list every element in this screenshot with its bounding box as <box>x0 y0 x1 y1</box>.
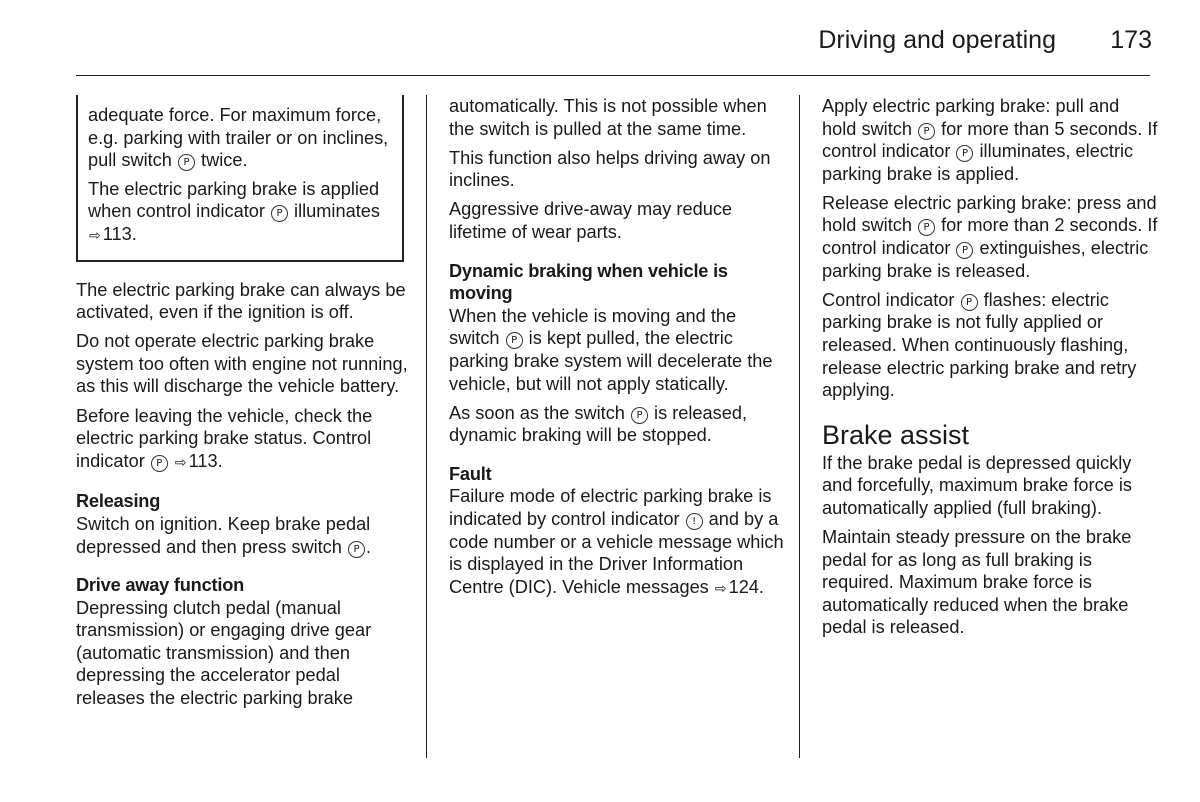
parking-brake-icon: P <box>956 242 973 259</box>
subheading-dynamic-braking: Dynamic braking when vehicle is moving <box>449 260 728 304</box>
paragraph <box>449 485 785 600</box>
text: and by a code number or a vehicle message which is displayed in the Driver Information Centre (DIC). Vehicle messages <box>449 509 784 597</box>
paragraph <box>88 178 390 248</box>
paragraph: This function also helps driving away on inclines. <box>449 147 771 191</box>
text: Apply electric parking brake: pull and hold switch <box>822 96 1120 139</box>
page-header <box>76 24 1152 64</box>
subheading-drive-away: Drive away function <box>76 575 245 596</box>
text: is kept pulled, the electric parking brake system will decelerate the vehicle, but will not apply statically. <box>449 328 773 394</box>
paragraph <box>822 289 1158 402</box>
column-2 <box>449 95 785 607</box>
text: extinguishes, electric parking brake is released. <box>822 238 1149 281</box>
text: for more than 5 seconds. If control indicator <box>822 118 1158 162</box>
page-reference[interactable]: 124. <box>728 576 764 597</box>
parking-brake-icon: P <box>918 123 935 140</box>
paragraph: If the brake pedal is depressed quickly and forcefully, maximum brake force is automatically applied (full braking). <box>822 452 1132 518</box>
paragraph <box>822 192 1158 282</box>
parking-brake-icon: P <box>178 154 195 171</box>
parking-brake-icon: P <box>271 205 288 222</box>
section-title: Driving and operating <box>818 26 1056 54</box>
page-reference-arrow-icon: ⇨ <box>174 454 187 471</box>
column-3 <box>822 95 1158 645</box>
parking-brake-icon: P <box>918 219 935 236</box>
parking-brake-icon: P <box>956 145 973 162</box>
paragraph <box>449 305 785 395</box>
text: The electric parking brake is applied when control indicator <box>88 178 380 222</box>
paragraph: Maintain steady pressure on the brake pedal for as long as full braking is required. Maximum brake force is automatically reduced when the brake pedal is released. <box>822 527 1132 638</box>
text: is released, dynamic braking will be stopped. <box>449 402 748 446</box>
text: Control indicator <box>822 289 955 310</box>
column-1 <box>76 95 408 716</box>
paragraph: automatically. This is not possible when the switch is pulled at the same time. <box>449 96 767 139</box>
continued-note-box <box>76 95 404 262</box>
page-reference[interactable]: 113. <box>102 223 137 244</box>
page-reference-arrow-icon: ⇨ <box>89 227 101 244</box>
paragraph: The electric parking brake can always be activated, even if the ignition is off. <box>76 279 406 323</box>
paragraph <box>76 405 408 475</box>
subheading-fault: Fault <box>449 463 492 484</box>
text: Before leaving the vehicle, check the electric parking brake status. Control indicator <box>76 405 373 471</box>
text: illuminates, electric parking brake is applied. <box>822 141 1134 184</box>
text: flashes: electric parking brake is not fully applied or released. When continuously flashing, release electric parking brake and retry applying. <box>822 289 1137 401</box>
column-divider <box>799 95 800 758</box>
paragraph <box>449 402 785 447</box>
paragraph <box>822 95 1158 185</box>
parking-brake-icon: P <box>348 541 365 558</box>
text: . <box>365 536 372 557</box>
page-number: 173 <box>1110 26 1152 54</box>
subheading-releasing: Releasing <box>76 491 161 512</box>
page-reference-arrow-icon: ⇨ <box>714 580 727 597</box>
text: Failure mode of electric parking brake is indicated by control indicator <box>449 486 772 529</box>
paragraph: Do not operate electric parking brake system too often with engine not running, as this will discharge the vehicle battery. <box>76 331 408 397</box>
fault-indicator-icon: ! <box>686 513 703 530</box>
text: Switch on ignition. Keep brake pedal depressed and then press switch <box>76 513 371 557</box>
text: twice. <box>201 150 248 171</box>
paragraph: Aggressive drive-away may reduce lifetime of wear parts. <box>449 199 733 242</box>
page-reference[interactable]: 113. <box>188 450 223 471</box>
heading-brake-assist: Brake assist <box>822 419 970 450</box>
parking-brake-icon: P <box>506 332 523 349</box>
paragraph <box>88 104 390 172</box>
text: illuminates <box>294 201 380 222</box>
header-rule <box>76 75 1150 76</box>
text: adequate force. For maximum force, e.g. parking with trailer or on inclines, pull switch <box>88 105 389 171</box>
text: When the vehicle is moving and the switch <box>449 305 737 349</box>
parking-brake-icon: P <box>961 294 978 311</box>
parking-brake-icon: P <box>151 455 168 472</box>
text: As soon as the switch <box>449 402 625 423</box>
column-divider <box>426 95 427 758</box>
paragraph <box>76 513 408 558</box>
paragraph: Depressing clutch pedal (manual transmission) or engaging drive gear (automatic transmission) and then depressing the accelerator pedal releases the electric parking brake <box>76 597 372 709</box>
text: Release electric parking brake: press and hold switch <box>822 192 1157 236</box>
text: for more than 2 seconds. If control indicator <box>822 215 1158 259</box>
parking-brake-icon: P <box>631 407 648 424</box>
